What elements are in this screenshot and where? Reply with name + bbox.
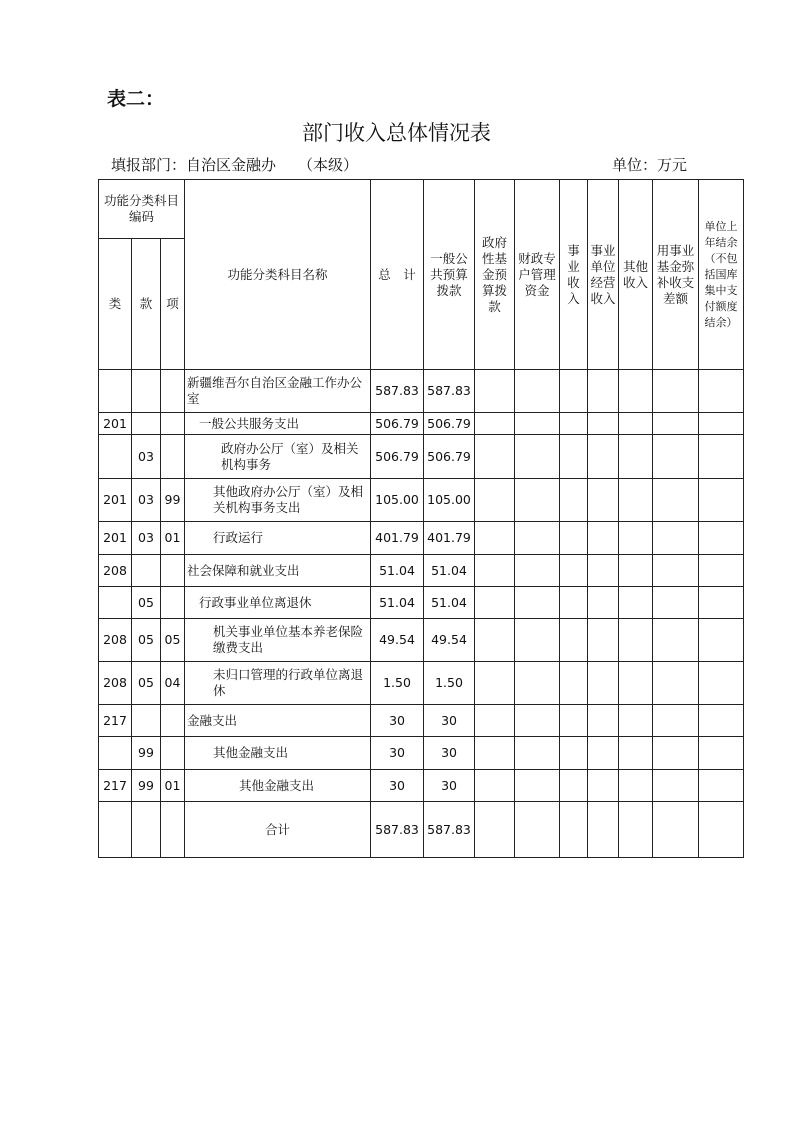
cell-lei: 217 bbox=[99, 770, 132, 802]
total-label: 合计 bbox=[185, 802, 371, 858]
cell-xiang bbox=[161, 737, 185, 770]
table-row bbox=[99, 737, 744, 770]
cell-total: 30 bbox=[371, 737, 424, 770]
cell-xiang bbox=[161, 435, 185, 479]
cell-kuan bbox=[132, 370, 161, 413]
cell-kuan bbox=[132, 413, 161, 435]
table-row bbox=[99, 555, 744, 587]
cell-general: 1.50 bbox=[424, 662, 475, 705]
header-fund-balance: 用事业基金弥补收支差额 bbox=[653, 180, 699, 370]
cell-kuan: 03 bbox=[132, 479, 161, 522]
cell-total: 105.00 bbox=[371, 479, 424, 522]
table-row bbox=[99, 705, 744, 737]
header-carryover: 单位上年结余（不包括国库集中支付额度结余） bbox=[699, 180, 744, 370]
cell-name: 一般公共服务支出 bbox=[185, 413, 371, 435]
cell-xiang: 01 bbox=[161, 522, 185, 555]
table-row bbox=[99, 619, 744, 662]
cell-xiang bbox=[161, 587, 185, 619]
cell-total: 49.54 bbox=[371, 619, 424, 662]
cell-lei: 217 bbox=[99, 705, 132, 737]
cell-kuan: 99 bbox=[132, 770, 161, 802]
cell-lei bbox=[99, 435, 132, 479]
header-lei: 类 bbox=[99, 239, 132, 370]
department-level: （本级） bbox=[298, 156, 359, 174]
cell-total: 506.79 bbox=[371, 435, 424, 479]
cell-general: 105.00 bbox=[424, 479, 475, 522]
cell-name: 新疆维吾尔自治区金融工作办公室 bbox=[185, 370, 371, 413]
header-general-budget: 一般公共预算拨款 bbox=[424, 180, 475, 370]
cell-xiang bbox=[161, 555, 185, 587]
cell-xiang bbox=[161, 413, 185, 435]
cell-kuan bbox=[132, 555, 161, 587]
header-code-group: 功能分类科目编码 bbox=[99, 180, 185, 239]
cell-xiang: 05 bbox=[161, 619, 185, 662]
cell-total: 401.79 bbox=[371, 522, 424, 555]
department-label: 填报部门：自治区金融办 bbox=[111, 156, 277, 174]
cell-total: 30 bbox=[371, 770, 424, 802]
header-kuan: 款 bbox=[132, 239, 161, 370]
cell-lei bbox=[99, 737, 132, 770]
cell-total: 587.83 bbox=[371, 370, 424, 413]
total-general: 587.83 bbox=[424, 802, 475, 858]
total-row bbox=[99, 802, 744, 858]
table-row bbox=[99, 522, 744, 555]
cell-general: 30 bbox=[424, 770, 475, 802]
cell-general: 506.79 bbox=[424, 435, 475, 479]
cell-kuan: 05 bbox=[132, 662, 161, 705]
cell-xiang bbox=[161, 370, 185, 413]
cell-total: 1.50 bbox=[371, 662, 424, 705]
cell-name: 其他金融支出 bbox=[185, 737, 371, 770]
cell-name: 其他政府办公厅（室）及相关机构事务支出 bbox=[185, 479, 371, 522]
reporting-department bbox=[111, 154, 358, 175]
cell-xiang: 01 bbox=[161, 770, 185, 802]
unit-label: 单位：万元 bbox=[612, 156, 688, 174]
header-gov-fund: 政府性基金预算拨款 bbox=[475, 180, 515, 370]
header-unit-operating: 事业单位经营收入 bbox=[588, 180, 619, 370]
cell-total: 51.04 bbox=[371, 555, 424, 587]
cell-general: 51.04 bbox=[424, 587, 475, 619]
cell-lei: 208 bbox=[99, 662, 132, 705]
table-row bbox=[99, 662, 744, 705]
cell-kuan: 03 bbox=[132, 435, 161, 479]
cell-total: 51.04 bbox=[371, 587, 424, 619]
cell-name: 政府办公厅（室）及相关机构事务 bbox=[185, 435, 371, 479]
total-amount: 587.83 bbox=[371, 802, 424, 858]
cell-xiang bbox=[161, 705, 185, 737]
cell-name: 金融支出 bbox=[185, 705, 371, 737]
page-title: 部门收入总体情况表 bbox=[302, 121, 491, 145]
header-other-income: 其他收入 bbox=[619, 180, 653, 370]
cell-total: 30 bbox=[371, 705, 424, 737]
cell-name: 未归口管理的行政单位离退休 bbox=[185, 662, 371, 705]
cell-xiang: 99 bbox=[161, 479, 185, 522]
cell-name: 其他金融支出 bbox=[185, 770, 371, 802]
table-row bbox=[99, 413, 744, 435]
cell-general: 506.79 bbox=[424, 413, 475, 435]
header-xiang: 项 bbox=[161, 239, 185, 370]
table-row bbox=[99, 435, 744, 479]
header-business-income: 事业收入 bbox=[560, 180, 588, 370]
cell-name: 行政事业单位离退休 bbox=[185, 587, 371, 619]
cell-lei: 201 bbox=[99, 522, 132, 555]
cell-name: 社会保障和就业支出 bbox=[185, 555, 371, 587]
cell-general: 51.04 bbox=[424, 555, 475, 587]
cell-kuan: 03 bbox=[132, 522, 161, 555]
cell-kuan: 05 bbox=[132, 587, 161, 619]
cell-general: 401.79 bbox=[424, 522, 475, 555]
cell-general: 49.54 bbox=[424, 619, 475, 662]
cell-name: 行政运行 bbox=[185, 522, 371, 555]
income-table bbox=[98, 179, 744, 858]
table-row bbox=[99, 770, 744, 802]
table-row bbox=[99, 587, 744, 619]
cell-kuan: 05 bbox=[132, 619, 161, 662]
cell-lei: 201 bbox=[99, 413, 132, 435]
cell-xiang: 04 bbox=[161, 662, 185, 705]
cell-kuan bbox=[132, 705, 161, 737]
cell-lei bbox=[99, 370, 132, 413]
cell-general: 30 bbox=[424, 705, 475, 737]
header-total: 总 计 bbox=[371, 180, 424, 370]
header-fiscal-account: 财政专户管理资金 bbox=[515, 180, 560, 370]
table-row bbox=[99, 370, 744, 413]
cell-lei: 208 bbox=[99, 619, 132, 662]
cell-lei bbox=[99, 587, 132, 619]
cell-lei: 201 bbox=[99, 479, 132, 522]
header-row-1 bbox=[99, 180, 744, 239]
cell-general: 30 bbox=[424, 737, 475, 770]
table-label: 表二： bbox=[107, 88, 165, 110]
table-row bbox=[99, 479, 744, 522]
cell-total: 506.79 bbox=[371, 413, 424, 435]
cell-lei: 208 bbox=[99, 555, 132, 587]
header-name: 功能分类科目名称 bbox=[185, 180, 371, 370]
cell-kuan: 99 bbox=[132, 737, 161, 770]
cell-name: 机关事业单位基本养老保险缴费支出 bbox=[185, 619, 371, 662]
cell-general: 587.83 bbox=[424, 370, 475, 413]
